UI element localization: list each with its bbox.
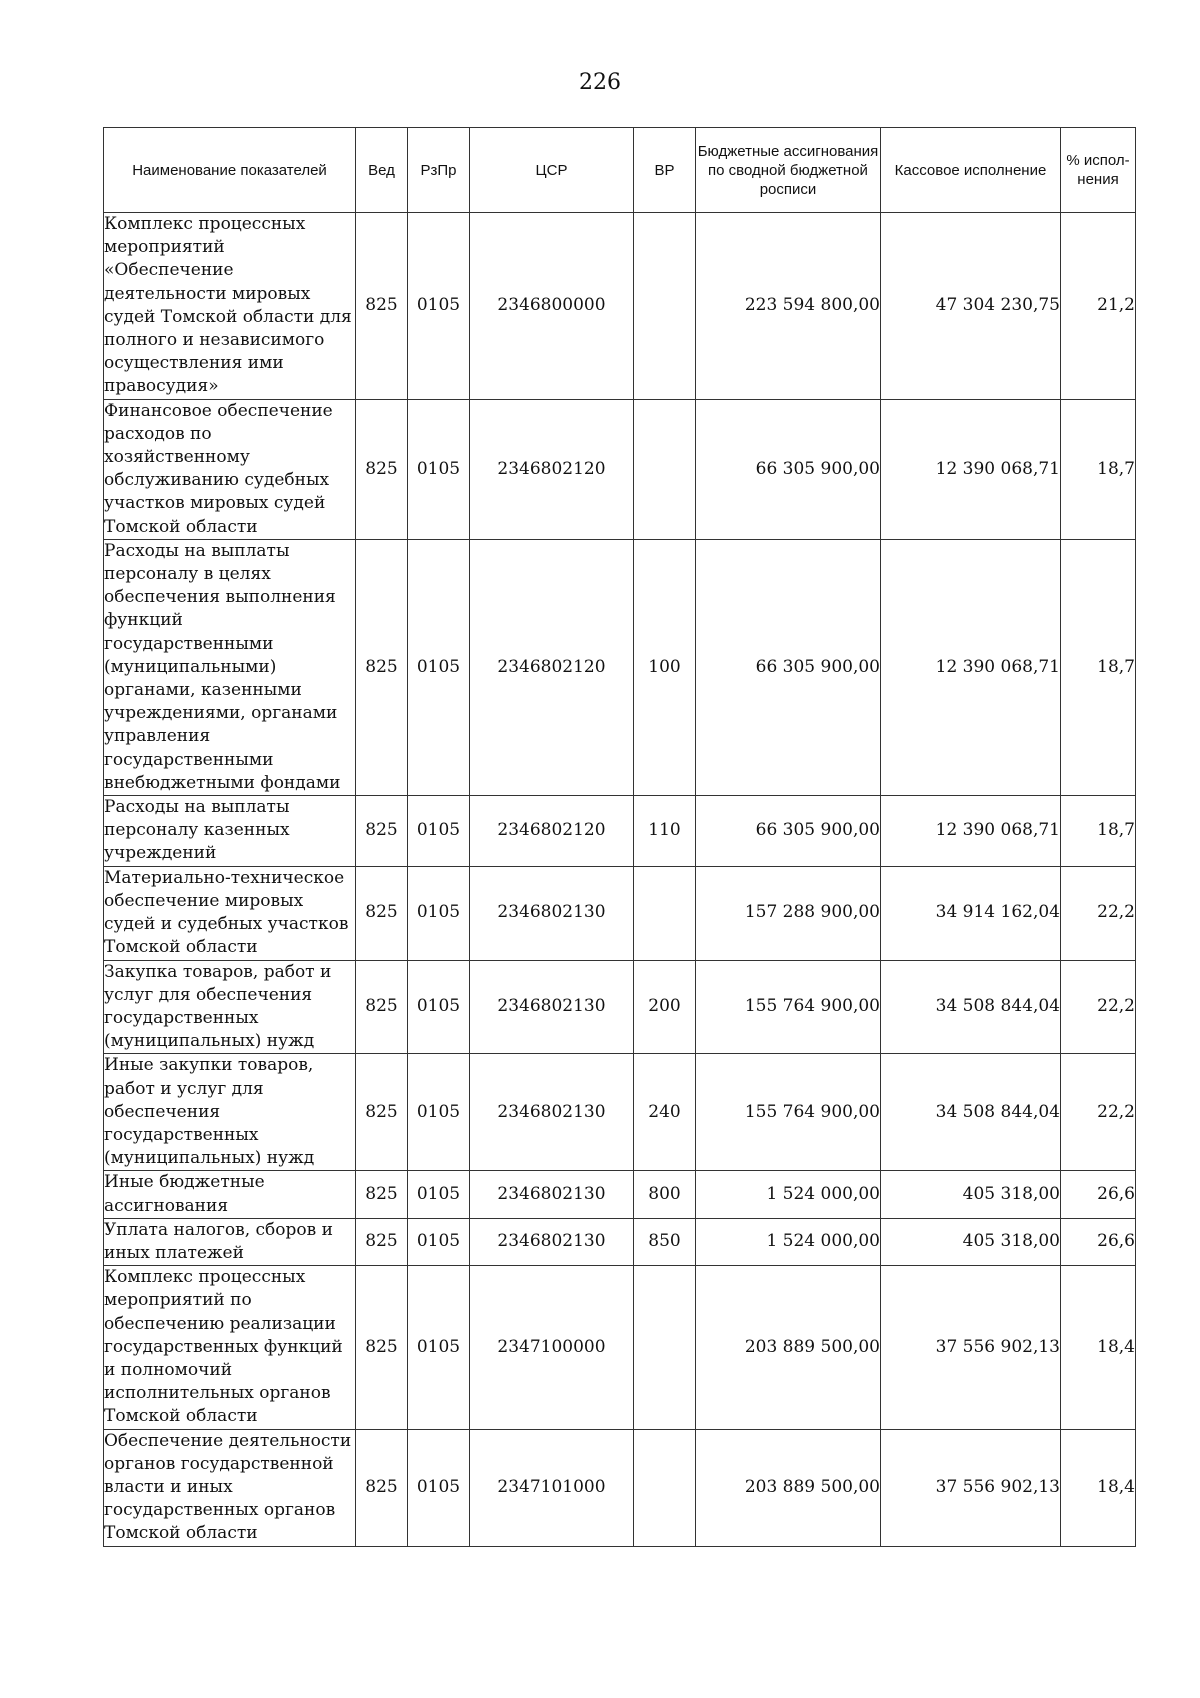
row-cash: 34 508 844,04 (881, 960, 1061, 1054)
row-name: Иные бюджетные ассигнования (104, 1171, 356, 1218)
row-csr: 2346802130 (470, 1218, 634, 1265)
row-csr: 2346802130 (470, 960, 634, 1054)
row-budget: 155 764 900,00 (696, 960, 881, 1054)
row-budget: 66 305 900,00 (696, 539, 881, 795)
row-budget: 66 305 900,00 (696, 399, 881, 539)
row-name: Закупка товаров, работ и услуг для обеспечения государственных (муниципальных) нужд (104, 960, 356, 1054)
row-name: Расходы на выплаты персоналу казенных учреждений (104, 796, 356, 867)
row-percent: 18,4 (1061, 1429, 1136, 1546)
table-row (104, 960, 1136, 1054)
row-rzpr: 0105 (408, 960, 470, 1054)
table-row (104, 399, 1136, 539)
row-percent: 18,7 (1061, 796, 1136, 867)
row-rzpr: 0105 (408, 1171, 470, 1218)
row-ved: 825 (356, 960, 408, 1054)
row-rzpr: 0105 (408, 796, 470, 867)
row-ved: 825 (356, 213, 408, 400)
table-row (104, 539, 1136, 795)
row-budget: 155 764 900,00 (696, 1054, 881, 1171)
row-vr (634, 1429, 696, 1546)
row-percent: 18,7 (1061, 399, 1136, 539)
row-ved: 825 (356, 539, 408, 795)
row-csr: 2347101000 (470, 1429, 634, 1546)
row-name: Комплекс процессных мероприятий «Обеспечение деятельности мировых судей Томской области для полного и независимого осуществления ими правосудия» (104, 213, 356, 400)
header-budget: Бюджетные ассигнования по сводной бюджетной росписи (696, 128, 881, 213)
row-vr: 100 (634, 539, 696, 795)
row-budget: 1 524 000,00 (696, 1218, 881, 1265)
row-percent: 18,7 (1061, 539, 1136, 795)
row-cash: 12 390 068,71 (881, 796, 1061, 867)
row-cash: 405 318,00 (881, 1171, 1061, 1218)
row-vr (634, 1266, 696, 1429)
row-name: Уплата налогов, сборов и иных платежей (104, 1218, 356, 1265)
row-rzpr: 0105 (408, 399, 470, 539)
row-vr: 800 (634, 1171, 696, 1218)
header-name: Наименование показателей (104, 128, 356, 213)
row-csr: 2346802130 (470, 1054, 634, 1171)
row-csr: 2347100000 (470, 1266, 634, 1429)
row-csr: 2346800000 (470, 213, 634, 400)
row-rzpr: 0105 (408, 1218, 470, 1265)
row-csr: 2346802130 (470, 866, 634, 960)
row-rzpr: 0105 (408, 539, 470, 795)
row-budget: 203 889 500,00 (696, 1429, 881, 1546)
table-row (104, 213, 1136, 400)
row-rzpr: 0105 (408, 866, 470, 960)
row-ved: 825 (356, 1054, 408, 1171)
row-vr (634, 866, 696, 960)
budget-execution-table (103, 127, 1136, 1547)
row-vr (634, 213, 696, 400)
row-csr: 2346802130 (470, 1171, 634, 1218)
row-name: Финансовое обеспечение расходов по хозяйственному обслуживанию судебных участков мировых судей Томской области (104, 399, 356, 539)
row-cash: 12 390 068,71 (881, 539, 1061, 795)
row-rzpr: 0105 (408, 1429, 470, 1546)
row-ved: 825 (356, 1266, 408, 1429)
row-cash: 34 508 844,04 (881, 1054, 1061, 1171)
row-cash: 405 318,00 (881, 1218, 1061, 1265)
row-rzpr: 0105 (408, 213, 470, 400)
row-csr: 2346802120 (470, 796, 634, 867)
row-percent: 22,2 (1061, 960, 1136, 1054)
header-ved: Вед (356, 128, 408, 213)
row-budget: 203 889 500,00 (696, 1266, 881, 1429)
row-cash: 37 556 902,13 (881, 1266, 1061, 1429)
row-ved: 825 (356, 796, 408, 867)
table-row (104, 796, 1136, 867)
row-ved: 825 (356, 1429, 408, 1546)
row-ved: 825 (356, 1171, 408, 1218)
header-csr: ЦСР (470, 128, 634, 213)
table-row (104, 1054, 1136, 1171)
row-budget: 223 594 800,00 (696, 213, 881, 400)
row-cash: 34 914 162,04 (881, 866, 1061, 960)
row-percent: 18,4 (1061, 1266, 1136, 1429)
row-budget: 66 305 900,00 (696, 796, 881, 867)
header-vr: ВР (634, 128, 696, 213)
row-percent: 21,2 (1061, 213, 1136, 400)
row-percent: 22,2 (1061, 866, 1136, 960)
row-vr (634, 399, 696, 539)
row-budget: 1 524 000,00 (696, 1171, 881, 1218)
row-ved: 825 (356, 399, 408, 539)
row-vr: 850 (634, 1218, 696, 1265)
header-percent: % испол-нения (1061, 128, 1136, 213)
header-row (104, 128, 1136, 213)
row-vr: 240 (634, 1054, 696, 1171)
header-rzpr: РзПр (408, 128, 470, 213)
table-row (104, 1266, 1136, 1429)
row-name: Расходы на выплаты персоналу в целях обеспечения выполнения функций государственными (муниципальными) органами, казенными учреждениями, органами управления государственными внебюджетными фондами (104, 539, 356, 795)
row-vr: 110 (634, 796, 696, 867)
row-rzpr: 0105 (408, 1266, 470, 1429)
row-csr: 2346802120 (470, 539, 634, 795)
row-vr: 200 (634, 960, 696, 1054)
row-percent: 22,2 (1061, 1054, 1136, 1171)
row-budget: 157 288 900,00 (696, 866, 881, 960)
table-row (104, 866, 1136, 960)
row-csr: 2346802120 (470, 399, 634, 539)
table-row (104, 1171, 1136, 1218)
row-cash: 47 304 230,75 (881, 213, 1061, 400)
row-percent: 26,6 (1061, 1171, 1136, 1218)
row-cash: 37 556 902,13 (881, 1429, 1061, 1546)
row-rzpr: 0105 (408, 1054, 470, 1171)
header-cash: Кассовое исполнение (881, 128, 1061, 213)
row-name: Материально-техническое обеспечение мировых судей и судебных участков Томской области (104, 866, 356, 960)
row-ved: 825 (356, 1218, 408, 1265)
row-cash: 12 390 068,71 (881, 399, 1061, 539)
row-percent: 26,6 (1061, 1218, 1136, 1265)
table-row (104, 1429, 1136, 1546)
page-number: 226 (579, 70, 621, 95)
row-name: Обеспечение деятельности органов государственной власти и иных государственных органов Томской области (104, 1429, 356, 1546)
table-row (104, 1218, 1136, 1265)
row-name: Комплекс процессных мероприятий по обеспечению реализации государственных функций и полномочий исполнительных органов Томской области (104, 1266, 356, 1429)
row-ved: 825 (356, 866, 408, 960)
row-name: Иные закупки товаров, работ и услуг для обеспечения государственных (муниципальных) нужд (104, 1054, 356, 1171)
